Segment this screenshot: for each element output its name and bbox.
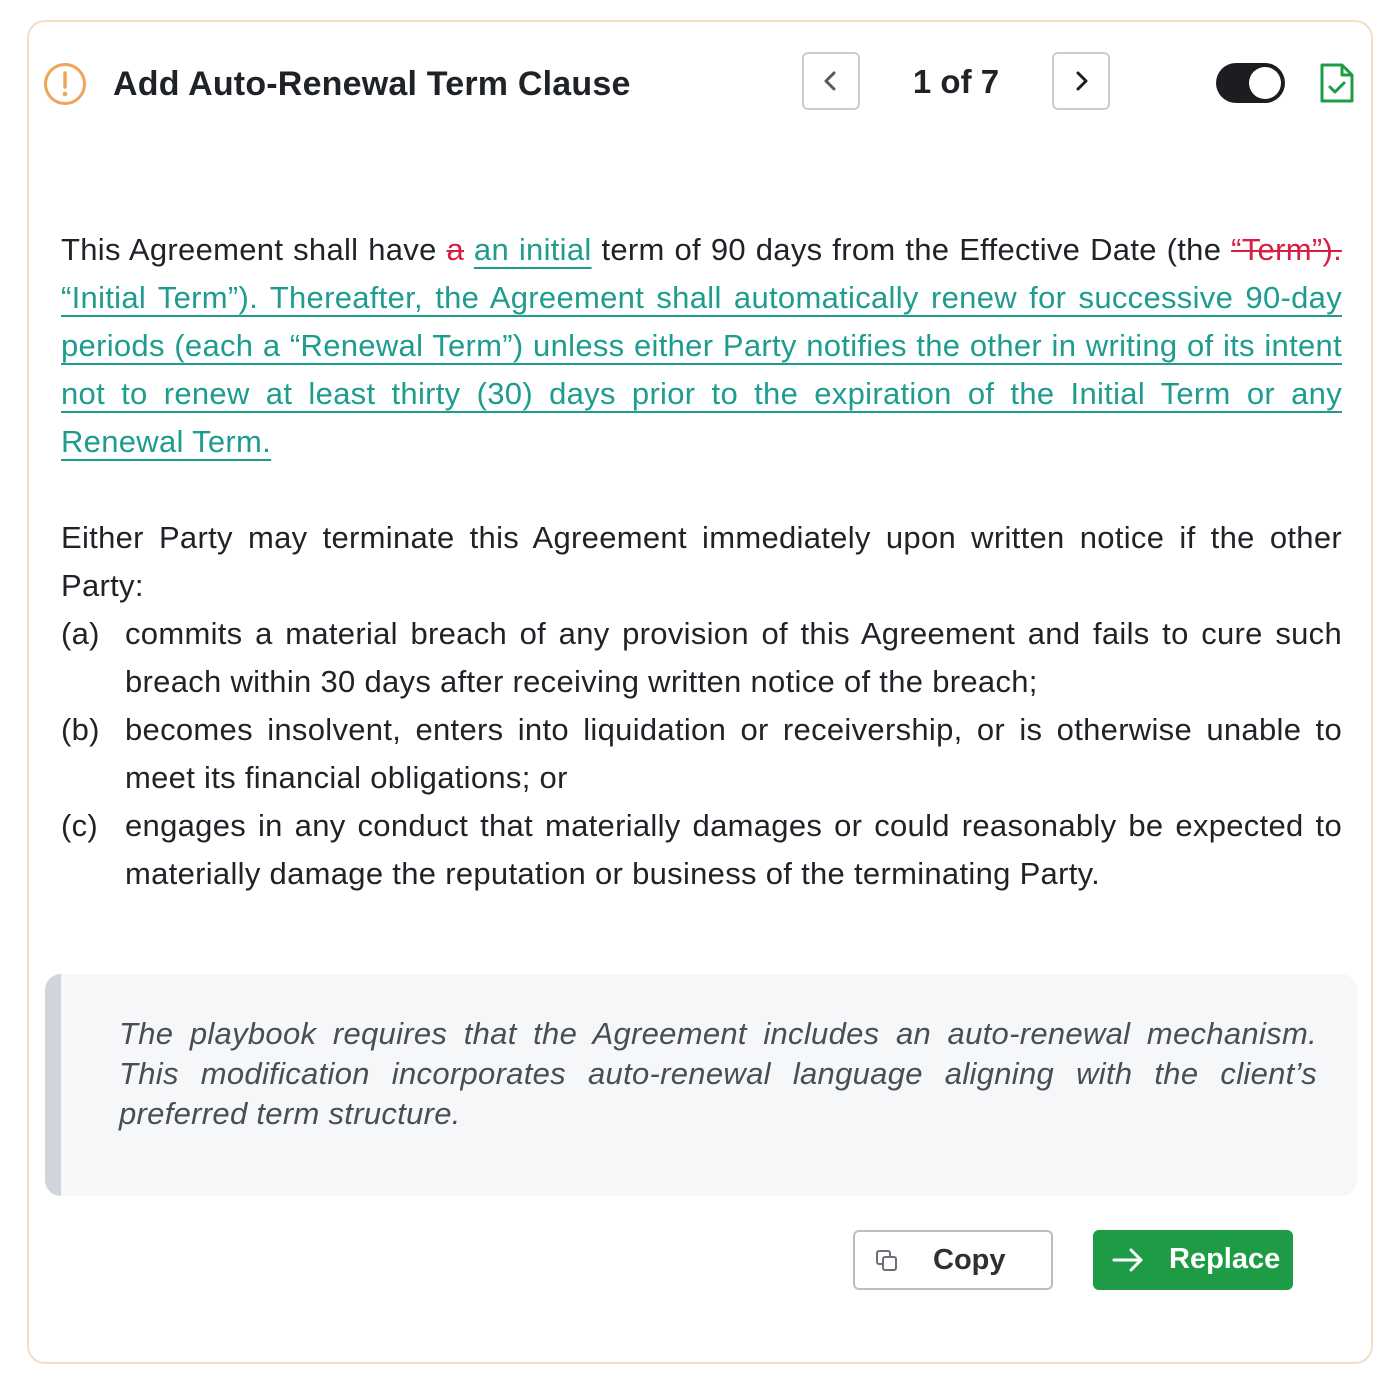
document-check-icon[interactable] — [1318, 62, 1356, 104]
list-item — [61, 610, 1342, 706]
list-item-label: (b) — [61, 712, 100, 747]
copy-icon — [875, 1249, 899, 1273]
list-item-label: (c) — [61, 808, 99, 843]
deleted-text: “Term”). — [1231, 232, 1342, 267]
list-item-text: commits a material breach of any provision of this Agreement and fails to cure such breach within 30 days after receiving written notice of the breach; — [125, 616, 1342, 699]
toggle-knob — [1249, 67, 1281, 99]
list-item — [61, 706, 1342, 802]
copy-button-label: Copy — [933, 1244, 1006, 1276]
copy-button[interactable] — [853, 1230, 1053, 1290]
termination-clause — [61, 514, 1342, 898]
explanation-text: The playbook requires that the Agreement includes an auto-renewal mechanism. This modification incorporates auto-renewal language aligning with the client’s preferred term structure. — [119, 1016, 1317, 1131]
inserted-text: an initial — [473, 232, 592, 267]
deleted-text: a — [446, 232, 465, 267]
previous-suggestion-button[interactable] — [802, 52, 860, 110]
list-item-label: (a) — [61, 616, 100, 651]
clause-text: This Agreement shall have — [61, 232, 447, 267]
chevron-right-icon — [1070, 70, 1092, 92]
explanation-box — [45, 974, 1357, 1196]
chevron-left-icon — [820, 70, 842, 92]
inserted-text: “Initial Term”). Thereafter, the Agreement shall automatically renew for successive 90-day periods (each a “Renewal Term”) unless either Party notifies the other in writing of its intent not to renew at least thirty (30) days prior to the expiration of the Initial Term or any Renewal Term. — [61, 280, 1342, 459]
pager-count: 1 of 7 — [912, 63, 1000, 100]
warning-circle-icon — [43, 62, 87, 106]
replace-button[interactable] — [1093, 1230, 1293, 1290]
replace-button-label: Replace — [1169, 1243, 1281, 1275]
list-item-text: engages in any conduct that materially damages or could reasonably be expected to materially damage the reputation or business of the terminating Party. — [125, 808, 1342, 891]
clause-text: term of 90 days from the Effective Date (the — [591, 232, 1232, 267]
termination-intro: Either Party may terminate this Agreement immediately upon written notice if the other Party: — [61, 520, 1342, 603]
track-changes-toggle[interactable] — [1216, 63, 1285, 103]
redlined-clause — [61, 226, 1342, 466]
next-suggestion-button[interactable] — [1052, 52, 1110, 110]
card-title: Add Auto-Renewal Term Clause — [113, 65, 631, 103]
list-item-text: becomes insolvent, enters into liquidation or receivership, or is otherwise unable to meet its financial obligations; or — [125, 712, 1342, 795]
arrow-right-icon — [1111, 1244, 1145, 1276]
list-item — [61, 802, 1342, 898]
